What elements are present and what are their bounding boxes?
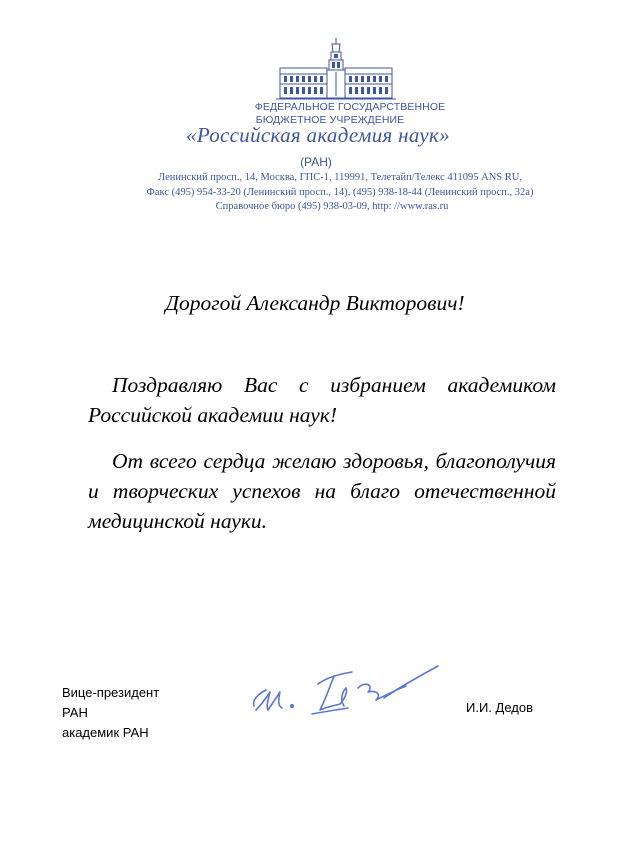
signee-name: И.И. Дедов: [466, 700, 533, 715]
letter-paragraph-1: [88, 370, 556, 430]
letter-greeting: Дорогой Александр Викторович!: [165, 291, 465, 315]
letterhead-org-line-2: БЮДЖЕТНОЕ УЧРЕЖДЕНИЕ: [255, 114, 405, 126]
signer-title-line-3: академик РАН: [62, 725, 149, 740]
signer-title-line-2: РАН: [62, 705, 88, 720]
letterhead-address-line-2: Факс (495) 954-33-20 (Ленинский просп., 14), (495) 938-18-44 (Ленинский просп., 32а): [146, 187, 534, 198]
academy-building-icon: [276, 38, 396, 100]
letter-paragraph-1-text: Поздравляю Вас с избранием академиком Российской академии наук!: [88, 373, 556, 427]
letter-paragraph-2: [88, 446, 556, 536]
letterhead-address-line-3: Справочное бюро (495) 938-03-09, http: //www.ras.ru: [215, 201, 449, 212]
letterhead-address-line-1: Ленинский просп., 14, Москва, ГПС-1, 119991, Телетайп/Телекс 411095 ANS RU,: [158, 172, 522, 183]
letterhead: [0, 0, 620, 230]
letterhead-abbreviation: (РАН): [300, 155, 332, 169]
letter-paragraph-2-text: От всего сердца желаю здоровья, благополучия и творческих успехов на благо отечественной медицинской науки.: [88, 449, 556, 533]
letterhead-org-line-1: ФЕДЕРАЛЬНОЕ ГОСУДАРСТВЕННОЕ: [254, 101, 446, 113]
signer-title: [62, 683, 159, 743]
letterhead-org-name: «Российская академия наук»: [186, 123, 450, 147]
handwritten-signature: [248, 660, 448, 726]
signer-title-line-1: Вице-президент: [62, 685, 160, 700]
